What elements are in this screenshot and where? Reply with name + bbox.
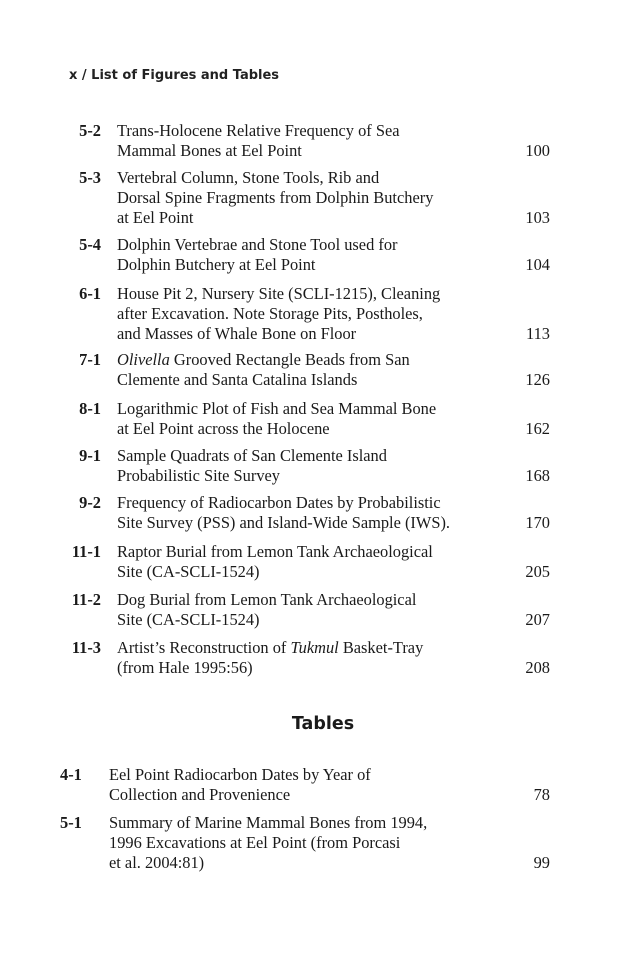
title-line: Frequency of Radiocarbon Dates by Probabilistic <box>117 493 441 512</box>
figure-number: 5-3 <box>79 168 101 187</box>
page-number: 99 <box>533 853 550 872</box>
figure-title <box>117 350 487 390</box>
list-item <box>60 284 550 344</box>
title-line: Probabilistic Site Survey <box>117 466 280 485</box>
title-line: Trans-Holocene Relative Frequency of Sea <box>117 121 400 140</box>
figure-title <box>117 399 487 439</box>
page-number: 104 <box>525 255 550 274</box>
title-line: Site (CA-SCLI-1524) <box>117 562 260 581</box>
title-line: 1996 Excavations at Eel Point (from Porcasi <box>109 833 401 852</box>
page-number: 208 <box>525 658 550 677</box>
figure-number: 11-3 <box>71 638 101 657</box>
page-number: 207 <box>525 610 550 629</box>
page-number: 126 <box>525 370 550 389</box>
figure-title <box>117 542 487 582</box>
page-number: 100 <box>525 141 550 160</box>
list-item <box>60 638 550 678</box>
figure-number: 11-1 <box>71 542 101 561</box>
figure-title <box>117 638 487 678</box>
running-head: x / List of Figures and Tables <box>69 68 280 83</box>
title-line: after Excavation. Note Storage Pits, Postholes, <box>117 304 423 323</box>
list-item <box>60 446 550 486</box>
title-line <box>117 350 487 370</box>
title-line: Site (CA-SCLI-1524) <box>117 610 260 629</box>
title-line: House Pit 2, Nursery Site (SCLI-1215), Cleaning <box>117 284 441 303</box>
title-line: Dolphin Butchery at Eel Point <box>117 255 316 274</box>
italic-term: Tukmul <box>290 638 339 657</box>
figure-number: 9-2 <box>79 493 101 512</box>
title-line: and Masses of Whale Bone on Floor <box>117 324 357 343</box>
figure-title <box>117 446 487 486</box>
figure-number: 5-2 <box>79 121 101 140</box>
page-number: 113 <box>526 324 550 343</box>
title-line: Clemente and Santa Catalina Islands <box>117 370 358 389</box>
section-heading-tables: Tables <box>291 714 355 734</box>
title-line: Dorsal Spine Fragments from Dolphin Butchery <box>117 188 434 207</box>
title-line: (from Hale 1995:56) <box>117 658 253 677</box>
title-line: Logarithmic Plot of Fish and Sea Mammal Bone <box>117 399 437 418</box>
list-item <box>60 399 550 439</box>
title-line: Eel Point Radiocarbon Dates by Year of <box>109 765 371 784</box>
title-text: Artist’s Reconstruction of <box>117 638 291 657</box>
italic-genus: Olivella <box>117 350 170 369</box>
table-number: 5-1 <box>60 813 82 832</box>
title-line: at Eel Point across the Holocene <box>117 419 330 438</box>
title-line: Sample Quadrats of San Clemente Island <box>117 446 387 465</box>
title-line: et al. 2004:81) <box>109 853 205 872</box>
title-text: Grooved Rectangle Beads from San <box>169 350 410 369</box>
table-title <box>109 765 479 805</box>
list-item <box>60 493 550 533</box>
title-line: Dolphin Vertebrae and Stone Tool used for <box>117 235 398 254</box>
list-item <box>60 168 550 228</box>
list-item <box>60 235 550 275</box>
title-line: Summary of Marine Mammal Bones from 1994, <box>109 813 428 832</box>
page-number: 168 <box>525 466 550 485</box>
figure-title <box>117 493 487 533</box>
title-line: Site Survey (PSS) and Island-Wide Sample (IWS). <box>117 513 451 532</box>
figure-number: 5-4 <box>79 235 101 254</box>
figure-title <box>117 590 487 630</box>
figure-title <box>117 168 487 228</box>
figure-number: 8-1 <box>79 399 101 418</box>
title-line: at Eel Point <box>117 208 194 227</box>
title-line: Vertebral Column, Stone Tools, Rib and <box>117 168 380 187</box>
table-number: 4-1 <box>60 765 82 784</box>
figure-number: 9-1 <box>79 446 101 465</box>
list-item <box>60 590 550 630</box>
figure-title <box>117 235 487 275</box>
title-text: Basket-Tray <box>338 638 424 657</box>
title-line: Raptor Burial from Lemon Tank Archaeological <box>117 542 433 561</box>
figure-title <box>117 284 487 344</box>
figure-title <box>117 121 487 161</box>
list-item <box>60 765 550 805</box>
title-line: Mammal Bones at Eel Point <box>117 141 302 160</box>
page-number: 78 <box>533 785 550 804</box>
title-line <box>117 638 487 658</box>
figure-number: 7-1 <box>79 350 101 369</box>
page-number: 170 <box>525 513 550 532</box>
table-title <box>109 813 479 873</box>
title-line: Collection and Provenience <box>109 785 291 804</box>
page-number: 103 <box>525 208 550 227</box>
page-number: 162 <box>525 419 550 438</box>
list-item <box>60 542 550 582</box>
list-item <box>60 813 550 873</box>
page-number: 205 <box>525 562 550 581</box>
list-item <box>60 350 550 390</box>
title-line: Dog Burial from Lemon Tank Archaeological <box>117 590 417 609</box>
figure-number: 11-2 <box>71 590 101 609</box>
list-item <box>60 121 550 161</box>
figure-number: 6-1 <box>79 284 101 303</box>
